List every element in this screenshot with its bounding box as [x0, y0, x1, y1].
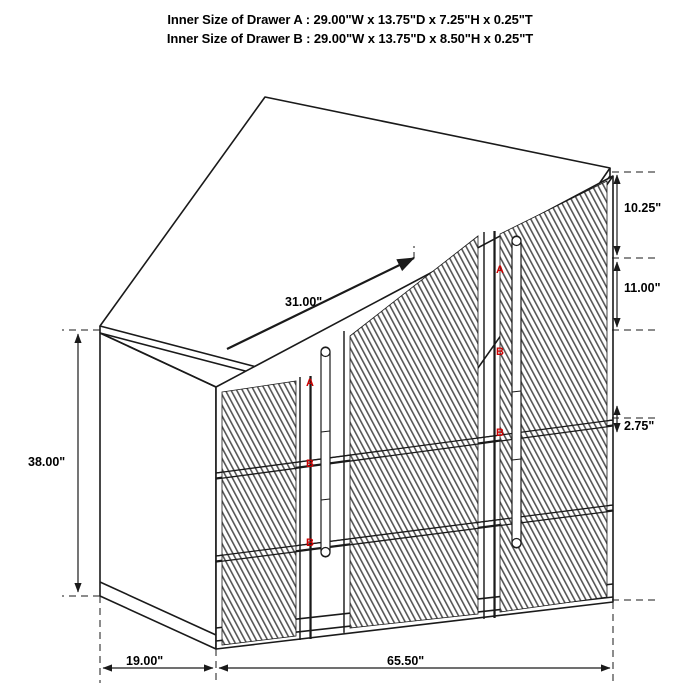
- dim-label-10-25: 10.25": [624, 201, 662, 215]
- drawer-label-left-b2: B: [306, 537, 314, 549]
- right-dimension-guides: [612, 172, 660, 600]
- drawer-label-left-a: A: [306, 377, 314, 389]
- dim-label-65-50: 65.50": [387, 654, 425, 668]
- drawer-label-right-a: A: [496, 264, 504, 276]
- header-line-1: Inner Size of Drawer A : 29.00"W x 13.75"D x 7.25"H x 0.25"T: [167, 12, 533, 27]
- cabinet-left-side: [100, 333, 216, 649]
- dim-label-31-00: 31.00": [285, 295, 323, 309]
- drawer-label-right-b2: B: [496, 427, 504, 439]
- handle-left: [321, 347, 330, 557]
- drawer-label-left-b1: B: [306, 458, 314, 470]
- dim-label-2-75: 2.75": [624, 419, 655, 433]
- drawer-label-right-b1: B: [496, 346, 504, 358]
- left-dimension-guides: [62, 330, 100, 596]
- dim-label-11-00: 11.00": [624, 281, 661, 295]
- dim-label-19-00: 19.00": [126, 654, 164, 668]
- left-drawer-stack: [222, 381, 296, 645]
- dim-label-38-00: 38.00": [28, 455, 66, 469]
- header-line-2: Inner Size of Drawer B : 29.00"W x 13.75"D x 8.50"H x 0.25"T: [166, 31, 534, 46]
